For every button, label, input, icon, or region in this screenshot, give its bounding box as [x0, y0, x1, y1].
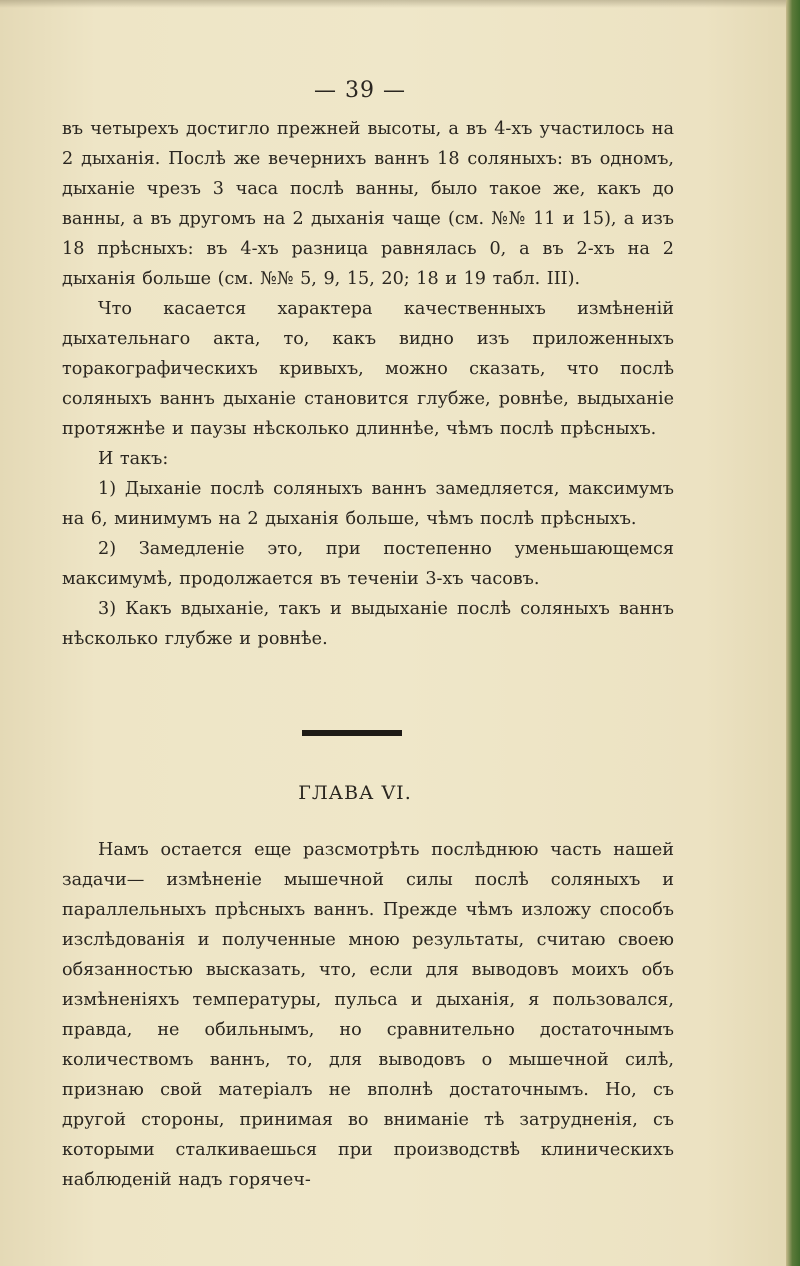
paragraph: Намъ остается еще разсмотрѣть послѣднюю часть нашей задачи— измѣненіе мышечной силы послѣ соляныхъ и параллельныхъ прѣсныхъ ваннъ. Прежде чѣмъ изложу способъ изслѣдованія и полученные мною результаты, считаю своею обязанностью высказать, что, если для выводовъ моихъ объ измѣненіяхъ температуры, пульса и дыханія, я пользовался, правда, не обильнымъ, но сравнительно достаточнымъ количествомъ ваннъ, то, для выводовъ о мышечной силѣ, признаю свой матеріалъ не вполнѣ достаточнымъ. Но, съ другой стороны, принимая во вниманіе тѣ затрудненія, съ которыми сталкиваешься при производствѣ клиническихъ наблюденій надъ горячеч- — [62, 840, 674, 1190]
text-section-before-chapter — [62, 114, 674, 654]
chapter-heading: ГЛАВА VI. — [298, 782, 412, 804]
conclusion-item-3: 3) Какъ вдыханіе, такъ и выдыханіе послѣ соляныхъ ваннъ нѣсколько глубже и ровнѣе. — [62, 599, 674, 649]
conclusion-item-1: 1) Дыханіе послѣ соляныхъ ваннъ замедляется, максимумъ на 6, минимумъ на 2 дыханія больше, чѣмъ послѣ прѣсныхъ. — [62, 479, 674, 529]
page-binding-edge — [786, 0, 800, 1266]
paragraph: въ четырехъ достигло прежней высоты, а въ 4-хъ участилось на 2 дыханія. Послѣ же вечернихъ ваннъ 18 соляныхъ: въ одномъ, дыханіе чрезъ 3 часа послѣ ванны, было такое же, какъ до ванны, а въ другомъ на 2 дыханія чаще (см. №№ 11 и 15), а изъ 18 прѣсныхъ: въ 4-хъ разница равнялась 0, а въ 2-хъ на 2 дыханія больше (см. №№ 5, 9, 15, 20; 18 и 19 табл. III). — [62, 119, 674, 289]
paragraph: Что касается характера качественныхъ измѣненій дыхательнаго акта, то, какъ видно изъ приложенныхъ торакографическихъ кривыхъ, можно сказать, что послѣ соляныхъ ваннъ дыханіе становится глубже, ровнѣе, выдыханіе протяжнѣе и паузы нѣсколько длиннѣе, чѣмъ послѣ прѣсныхъ. — [62, 299, 674, 439]
text-section-chapter-6 — [62, 835, 674, 1195]
section-divider-rule — [302, 730, 402, 736]
paragraph: И такъ: — [98, 449, 169, 469]
page-top-shadow — [0, 0, 800, 8]
page-number: — 39 — — [314, 78, 406, 103]
conclusion-item-2: 2) Замедленіе это, при постепенно уменьшающемся максимумѣ, продолжается въ теченіи 3-хъ часовъ. — [62, 539, 674, 589]
